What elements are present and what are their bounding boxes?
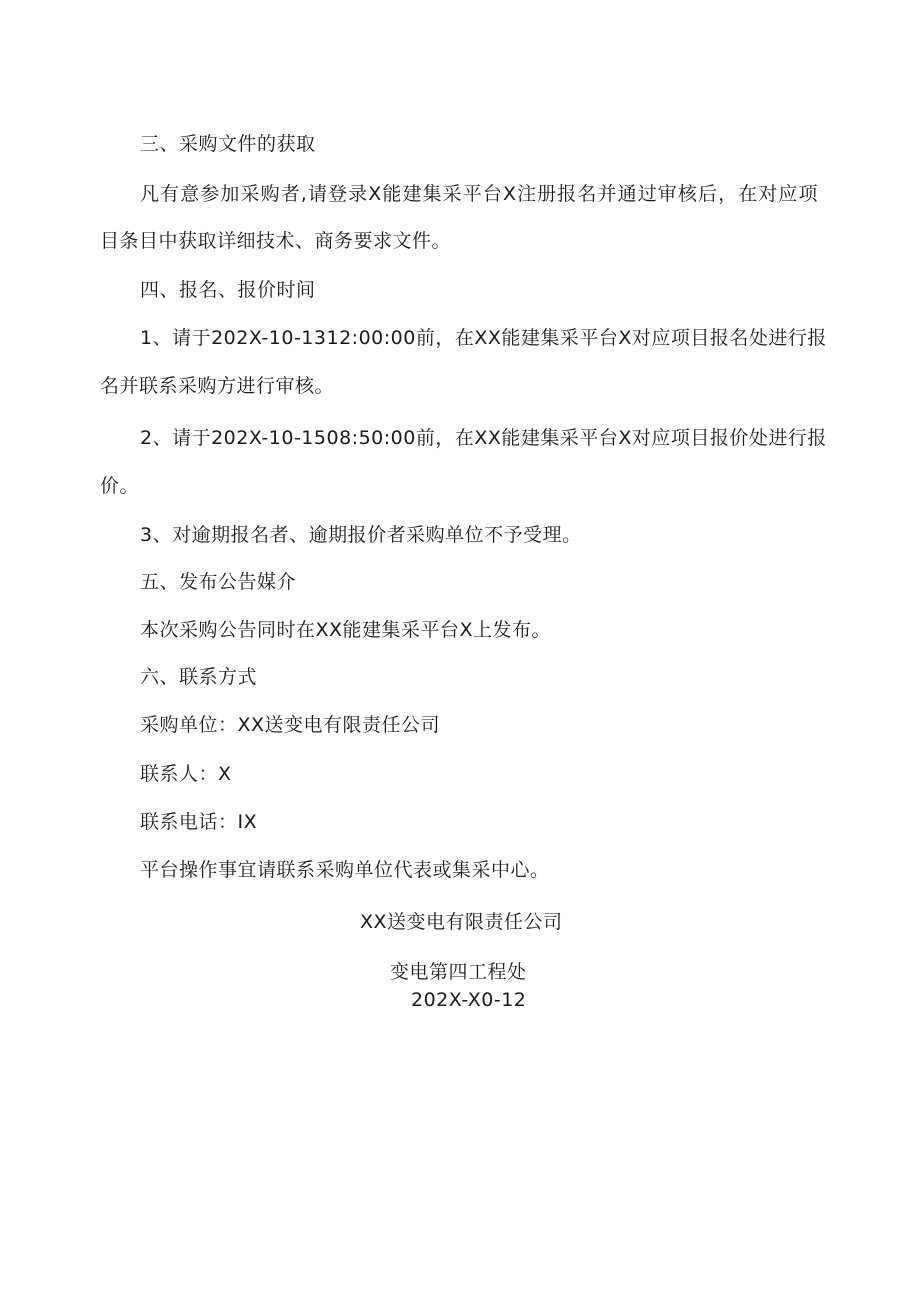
section-4-item-1-line-2: 名并联系采购方进行审核。 (100, 375, 335, 397)
section-4-item-2-line-2: 价。 (100, 475, 140, 497)
section-3-paragraph-line-1: 凡有意参加采购者,请登录X能建集采平台X注册报名并通过审核后，在对应项 (140, 183, 818, 205)
section-3-heading: 三、采购文件的获取 (140, 133, 316, 155)
signature-date: 202X-X0-12 (411, 989, 527, 1011)
section-3-paragraph-line-2: 目条目中获取详细技术、商务要求文件。 (100, 230, 452, 252)
contact-person: 联系人：X (140, 763, 232, 785)
section-5-heading: 五、发布公告媒介 (140, 571, 297, 593)
contact-unit: 采购单位：XX送变电有限责任公司 (140, 714, 441, 736)
section-4-heading: 四、报名、报价时间 (140, 279, 316, 301)
section-6-heading: 六、联系方式 (140, 666, 258, 688)
platform-note: 平台操作事宜请联系采购单位代表或集采中心。 (140, 859, 550, 881)
signature-department: 变电第四工程处 (390, 961, 527, 983)
signature-organization: XX送变电有限责任公司 (360, 911, 563, 933)
section-4-item-2-line-1: 2、请于202X-10-1508:50:00前，在XX能建集采平台X对应项目报价处进行报 (140, 427, 827, 449)
section-4-item-3: 3、对逾期报名者、逾期报价者采购单位不予受理。 (140, 524, 582, 546)
contact-phone: 联系电话：IX (140, 811, 258, 833)
section-5-paragraph: 本次采购公告同时在XX能建集采平台X上发布。 (140, 619, 552, 641)
section-4-item-1-line-1: 1、请于202X-10-1312:00:00前，在XX能建集采平台X对应项目报名处进行报 (140, 327, 827, 349)
